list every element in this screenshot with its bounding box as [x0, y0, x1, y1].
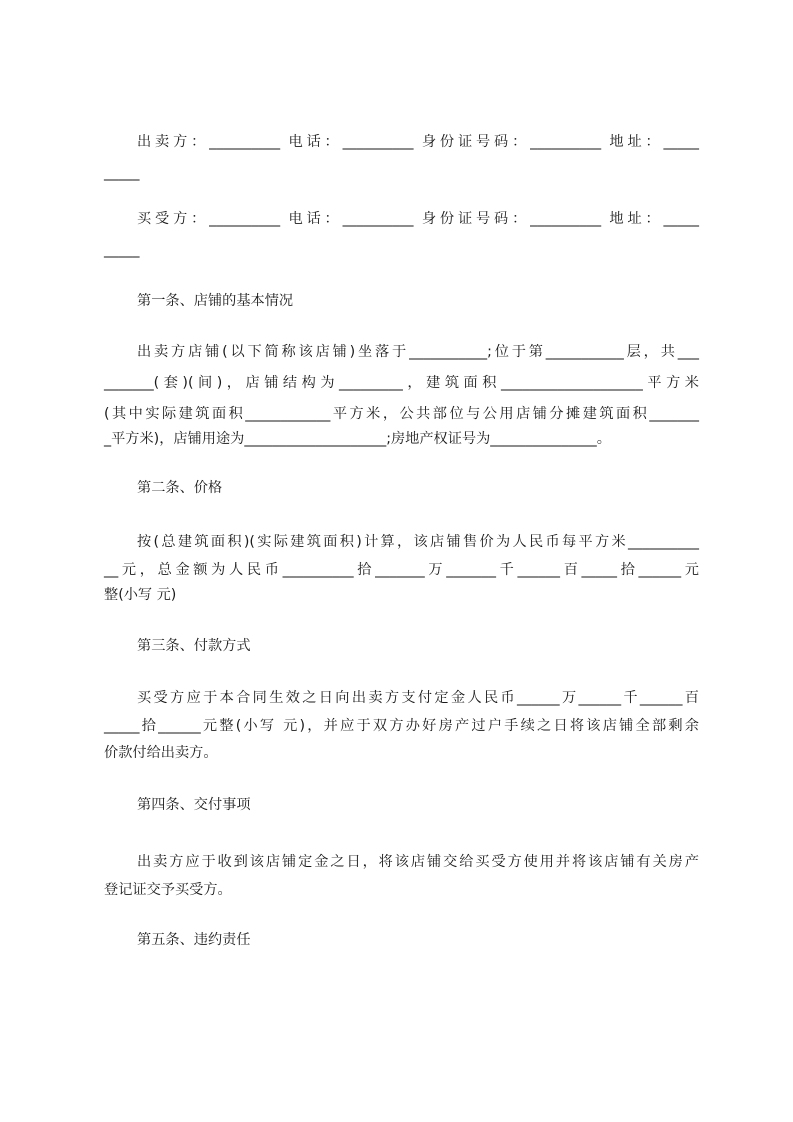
article3-line-2: _____拾______元整(小写 元)，并应于双方办好房产过户手续之日将该店铺全部剩余 — [104, 718, 699, 734]
article1-heading: 第一条、店铺的基本情况 — [137, 293, 294, 309]
article4-line-1: 出卖方应于收到该店铺定金之日，将该店铺交给买受方使用并将该店铺有关房产 — [137, 854, 699, 870]
article3-heading: 第三条、付款方式 — [137, 638, 251, 654]
article4-line-2: 登记证交予买受方。 — [104, 882, 232, 898]
article1-line-3: (其中实际建筑面积____________平方米，公共部位与公用店铺分摊建筑面积_______ — [104, 406, 699, 422]
article2-line-3: 整(小写 元) — [104, 587, 177, 603]
seller-info-line-1: 出卖方：__________ 电话：__________ 身份证号码：__________ 地址：_____ — [137, 134, 699, 150]
buyer-info-line-1: 买受方：__________ 电话：__________ 身份证号码：__________ 地址：_____ — [137, 211, 699, 227]
buyer-info-line-2: _____ — [104, 242, 140, 258]
article3-line-1: 买受方应于本合同生效之日向出卖方支付定金人民币______万______千______百 — [137, 690, 699, 706]
article2-line-1: 按(总建筑面积)(实际建筑面积)计算，该店铺售价为人民币每平方米__________ — [137, 534, 699, 550]
article5-heading: 第五条、违约责任 — [137, 932, 251, 948]
article1-line-1: 出卖方店铺(以下简称该店铺)坐落于___________;位于第___________层，共___ — [137, 344, 699, 360]
article2-line-2: __元，总金额为人民币__________拾_______万_______千______百_____拾______元 — [104, 562, 699, 578]
article2-heading: 第二条、价格 — [137, 480, 223, 496]
article1-line-4: _平方米)，店铺用途为____________________;房地产权证号为_______________。 — [104, 431, 611, 447]
article4-heading: 第四条、交付事项 — [137, 797, 251, 813]
article3-line-3: 价款付给出卖方。 — [104, 745, 218, 761]
article1-line-2: _______(套)(间)，店铺结构为_________，建筑面积____________________平方米 — [104, 375, 699, 391]
seller-info-line-2: _____ — [104, 165, 140, 181]
